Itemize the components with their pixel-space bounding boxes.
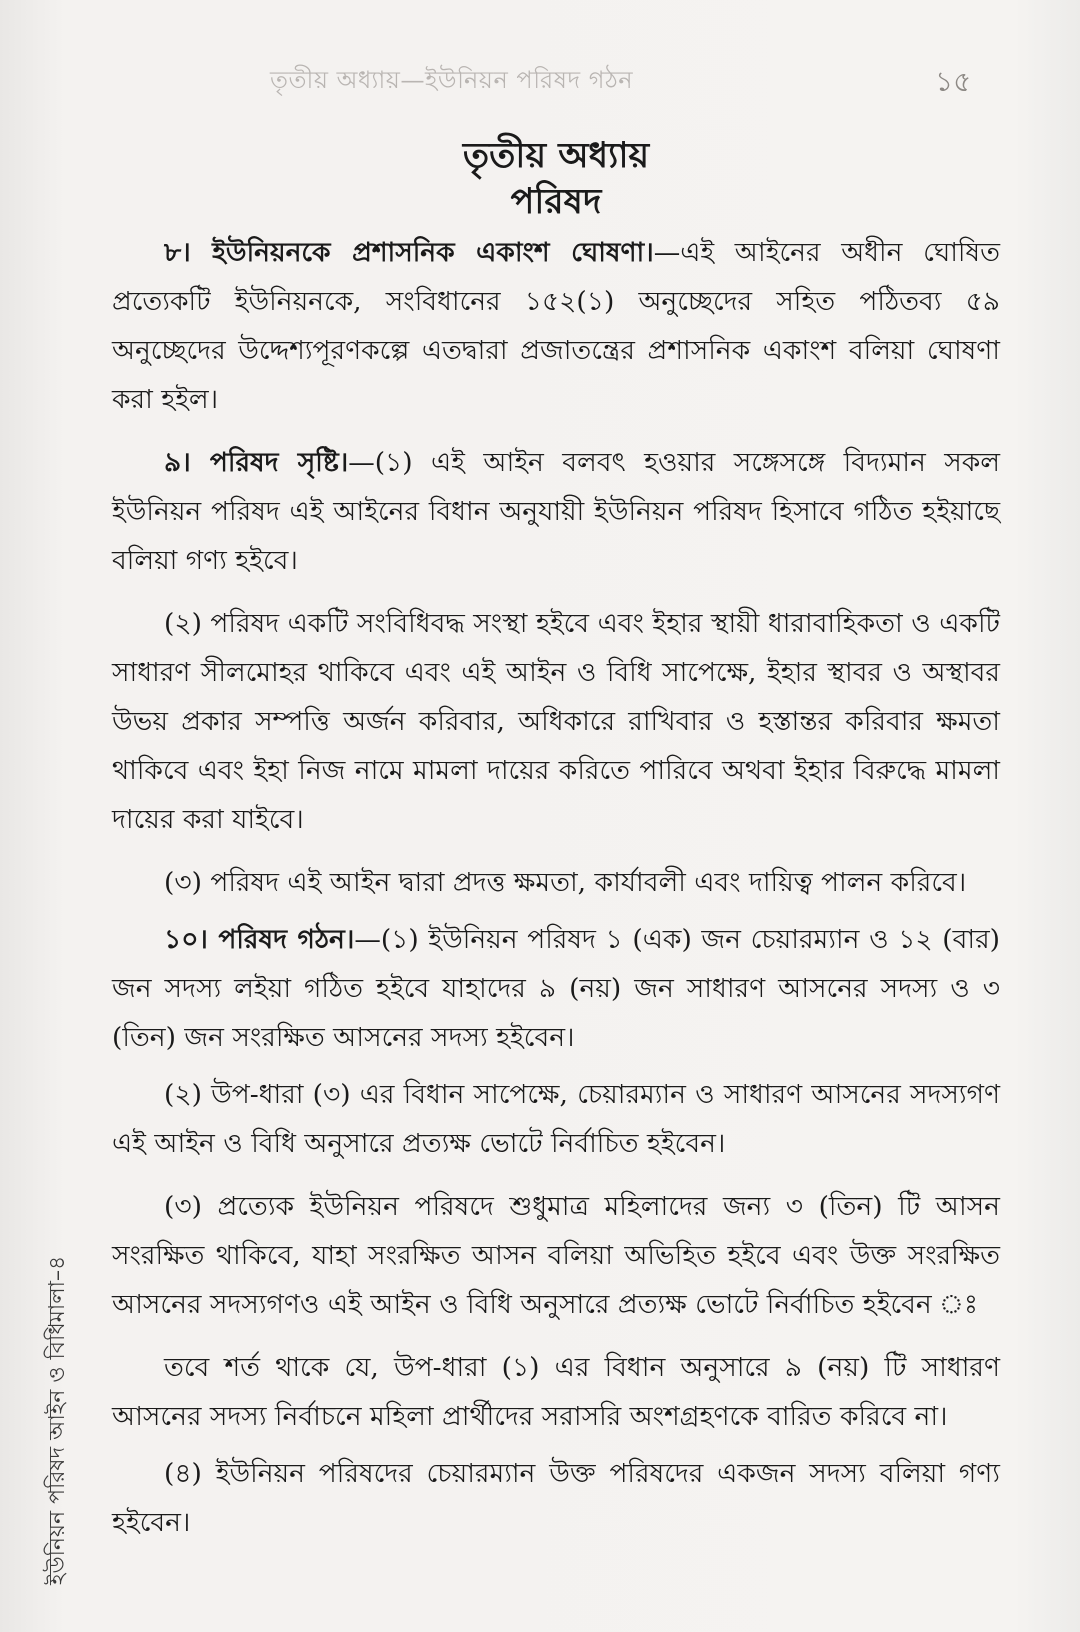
section-10-2: (২) উপ-ধারা (৩) এর বিধান সাপেক্ষে, চেয়ারম্যান ও সাধারণ আসনের সদস্যগণ এই আইন ও বিধি অনুসারে প্রত্যক্ষ ভোটে নির্বাচিত হইবেন।: [112, 1079, 1000, 1159]
side-book-title: ইউনিয়ন পরিষদ আইন ও বিধিমালা–৪: [45, 1255, 70, 1585]
section-9-heading: ৯। পরিষদ সৃষ্টি।: [164, 447, 349, 478]
page-content: [112, 134, 1000, 1561]
running-header: তৃতীয় অধ্যায়—ইউনিয়ন পরিষদ গঠন: [270, 66, 634, 94]
section-10-4: (৪) ইউনিয়ন পরিষদের চেয়ারম্যান উক্ত পরিষদের একজন সদস্য বলিয়া গণ্য হইবেন।: [112, 1458, 1000, 1538]
section-8: [112, 228, 1000, 424]
section-10-1-text: —(১) ইউনিয়ন পরিষদ ১ (এক) জন চেয়ারম্যান ও ১২ (বার) জন সদস্য লইয়া গঠিত হইবে যাহাদের ৯ (নয়) জন সাধারণ আসনের সদস্য ও ৩ (তিন) জন সংরক্ষিত আসনের সদস্য হইবেন।: [112, 924, 1000, 1053]
section-8-text: —এই আইনের অধীন ঘোষিত প্রত্যেকটি ইউনিয়নকে, সংবিধানের ১৫২(১) অনুচ্ছেদের সহিত পঠিতব্য ৫৯ অনুচ্ছেদের উদ্দেশ্যপূরণকল্পে এতদ্বারা প্রজাতন্ত্রের প্রশাসনিক একাংশ বলিয়া ঘোষণা করা হইল।: [112, 237, 1000, 415]
section-9-3: (৩) পরিষদ এই আইন দ্বারা প্রদত্ত ক্ষমতা, কার্যাবলী এবং দায়িত্ব পালন করিবে।: [164, 867, 967, 898]
section-10-3: (৩) প্রত্যেক ইউনিয়ন পরিষদে শুধুমাত্র মহিলাদের জন্য ৩ (তিন) টি আসন সংরক্ষিত থাকিবে, যাহা সংরক্ষিত আসন বলিয়া অভিহিত হইবে এবং উক্ত সংরক্ষিত আসনের সদস্যগণও এই আইন ও বিধি অনুসারে প্রত্যক্ষ ভোটে নির্বাচিত হইবেন ঃ: [112, 1191, 1000, 1320]
section-10-1: [112, 915, 1000, 1062]
section-9-1: [112, 438, 1000, 585]
section-10-proviso: তবে শর্ত থাকে যে, উপ-ধারা (১) এর বিধান অনুসারে ৯ (নয়) টি সাধারণ আসনের সদস্য নির্বাচনে মহিলা প্রার্থীদের সরাসরি অংশগ্রহণকে বারিত করিবে না।: [112, 1352, 1000, 1432]
section-10-heading: ১০। পরিষদ গঠন।: [164, 924, 355, 955]
page-number: ১৫: [935, 65, 972, 98]
section-9-2: (২) পরিষদ একটি সংবিধিবদ্ধ সংস্থা হইবে এবং ইহার স্থায়ী ধারাবাহিকতা ও একটি সাধারণ সীলমোহর থাকিবে এবং এই আইন ও বিধি সাপেক্ষে, ইহার স্থাবর ও অস্থাবর উভয় প্রকার সম্পত্তি অর্জন করিবার, অধিকারে রাখিবার ও হস্তান্তর করিবার ক্ষমতা থাকিবে এবং ইহা নিজ নামে মামলা দায়ের করিতে পারিবে অথবা ইহার বিরুদ্ধে মামলা দায়ের করা যাইবে।: [112, 608, 1000, 835]
section-9-1-text: —(১) এই আইন বলবৎ হওয়ার সঙ্গেসঙ্গে বিদ্যমান সকল ইউনিয়ন পরিষদ এই আইনের বিধান অনুযায়ী ইউনিয়ন পরিষদ হিসাবে গঠিত হইয়াছে বলিয়া গণ্য হইবে।: [112, 447, 1000, 576]
chapter-subtitle: পরিষদ: [510, 181, 602, 222]
section-8-heading: ৮। ইউনিয়নকে প্রশাসনিক একাংশ ঘোষণা।: [164, 237, 654, 268]
chapter-title: তৃতীয় অধ্যায়: [462, 135, 650, 176]
